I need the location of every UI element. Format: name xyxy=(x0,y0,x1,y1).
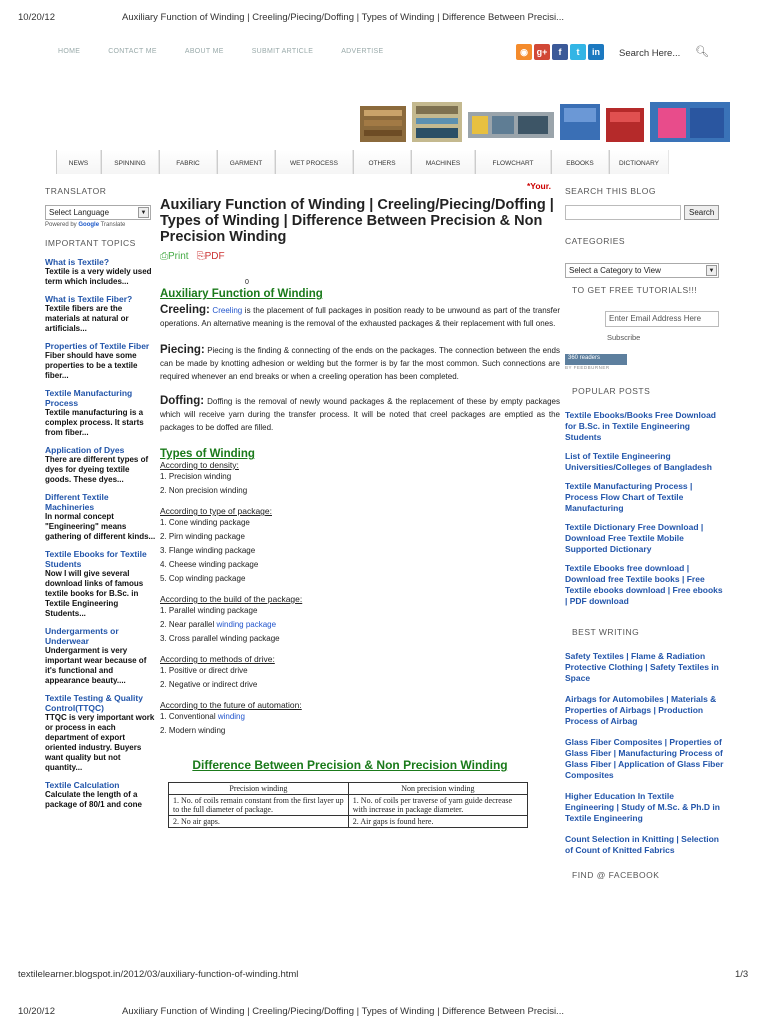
piecing-term: Piecing: xyxy=(160,344,205,356)
print-link[interactable]: ⎙Print xyxy=(160,251,189,262)
print-page-title: Auxiliary Function of Winding | Creeling/Piecing/Doffing | Types of Winding | Difference Between Precisi... xyxy=(122,12,564,23)
cat-fabric[interactable]: FABRIC xyxy=(159,150,217,174)
nav-home[interactable]: HOME xyxy=(58,48,81,55)
topic-summary: Textile fibers are the materials at natural or artificials... xyxy=(45,304,129,333)
automation-item: 2. Modern winding xyxy=(160,726,226,735)
nav-contact[interactable]: CONTACT ME xyxy=(108,48,157,55)
difference-heading: Difference Between Precision & Non Precision Winding xyxy=(192,758,508,772)
topic-item xyxy=(45,445,157,485)
topic-summary: Textile manufacturing is a complex process. It starts from fiber... xyxy=(45,408,144,437)
creeling-paragraph xyxy=(160,304,560,330)
topic-summary: There are different types of dyes for dyeing textile goods. These dyes... xyxy=(45,455,149,484)
table-cell: 2. No air gaps. xyxy=(169,816,349,828)
topic-item xyxy=(45,257,157,287)
blog-search-input[interactable] xyxy=(565,205,681,220)
nav-about[interactable]: ABOUT ME xyxy=(184,48,224,55)
nav-submit-article[interactable]: SUBMIT ARTICLE xyxy=(251,48,314,55)
next-print-date: 10/20/12 xyxy=(18,1006,55,1017)
topic-item xyxy=(45,549,157,619)
automation-item-text: 1. Conventional xyxy=(160,712,218,721)
topic-summary: Fiber should have some properties to be a textile fiber... xyxy=(45,351,138,380)
category-select-value: Select a Category to View xyxy=(569,266,661,275)
topic-item xyxy=(45,780,157,810)
topics-title: IMPORTANT TOPICS xyxy=(45,238,136,248)
topic-link[interactable]: What is Textile Fiber? xyxy=(45,294,133,304)
topic-link[interactable]: Undergarments or Underwear xyxy=(45,626,119,646)
build-label: According to the build of the package: xyxy=(160,594,303,604)
popular-post-link[interactable]: Textile Ebooks free download | Download free Textile books | Free Textile ebooks download | Free ebooks | PDF download xyxy=(565,563,723,606)
package-item: 4. Cheese winding package xyxy=(160,560,259,569)
topic-summary: TTQC is very important work or process in each department of export oriented industry. Buyers want quality but not quantity... xyxy=(45,713,155,772)
header-search-input[interactable]: Search Here... xyxy=(619,48,681,59)
subscribe-button[interactable]: Subscribe xyxy=(607,333,641,342)
pdf-label: PDF xyxy=(204,251,225,262)
topic-link[interactable]: Textile Testing & Quality Control(TTQC) xyxy=(45,693,143,713)
search-blog-title: SEARCH THIS BLOG xyxy=(565,186,656,196)
translate-link[interactable]: Translate xyxy=(100,222,126,228)
topic-item xyxy=(45,492,157,542)
next-print-title: Auxiliary Function of Winding | Creeling/Piecing/Doffing | Types of Winding | Difference Between Precisi... xyxy=(122,1006,564,1017)
best-writing-title: BEST WRITING xyxy=(572,627,640,637)
topics-list xyxy=(45,257,157,810)
topic-summary: In normal concept "Engineering" means gathering of different kinds... xyxy=(45,512,156,541)
category-select[interactable] xyxy=(565,263,719,278)
doffing-paragraph xyxy=(160,395,560,434)
topic-summary: Textile is a very widely used term which includes... xyxy=(45,267,152,286)
best-writing-link[interactable]: Higher Education In Textile Engineering | Study of M.Sc. & Ph.D in Textile Engineering xyxy=(565,791,720,823)
blog-search xyxy=(565,205,725,220)
topic-item xyxy=(45,294,157,334)
table-row xyxy=(169,816,528,828)
piecing-text: Piecing is the finding & connecting of the ends on the packages. The connection between the ends can be made by knotting adhesion or welding but the former is by far the most common. Such connections are required whenever an end breaks or when a creeling operation has been completed. xyxy=(160,346,560,381)
rss-icon[interactable]: ◉ xyxy=(516,44,532,60)
table-header: Non precision winding xyxy=(348,783,527,795)
density-item: 2. Non precision winding xyxy=(160,486,248,495)
topic-item xyxy=(45,693,157,773)
best-writing-link[interactable]: Airbags for Automobiles | Materials & Properties of Airbags | Production Process of Airbag xyxy=(565,694,717,726)
facebook-icon[interactable]: f xyxy=(552,44,568,60)
powered-by xyxy=(45,222,157,228)
powered-prefix: Powered by xyxy=(45,222,77,228)
footer-url: textilelearner.blogspot.in/2012/03/auxiliary-function-of-winding.html xyxy=(18,969,299,980)
creeling-term: Creeling: xyxy=(160,304,210,316)
package-item: 5. Cop winding package xyxy=(160,574,246,583)
share-count: 0 xyxy=(245,279,249,286)
automation-item xyxy=(160,710,560,724)
popular-post-link[interactable]: Textile Ebooks/Books Free Download for B.Sc. in Textile Engineering Students xyxy=(565,410,716,442)
package-label: According to type of package: xyxy=(160,506,272,516)
chevron-down-icon: ▼ xyxy=(138,207,149,218)
density-label: According to density: xyxy=(160,460,239,470)
search-icon[interactable]: 🔍︎ xyxy=(695,46,709,58)
banner-image xyxy=(360,98,732,144)
winding-link[interactable]: winding xyxy=(217,712,245,721)
language-select[interactable] xyxy=(45,205,151,220)
cat-garment[interactable]: GARMENT xyxy=(217,150,275,174)
drive-label: According to methods of drive: xyxy=(160,654,275,664)
cat-machines[interactable]: MACHINES xyxy=(411,150,475,174)
drive-item: 2. Negative or indirect drive xyxy=(160,680,258,689)
best-writing-list xyxy=(565,651,725,856)
cat-others[interactable]: OTHERS xyxy=(353,150,411,174)
tutorials-title: TO GET FREE TUTORIALS!!! xyxy=(572,285,698,295)
cat-wet-process[interactable]: WET PROCESS xyxy=(275,150,353,174)
email-field[interactable]: Enter Email Address Here xyxy=(605,311,719,327)
topic-item xyxy=(45,341,157,381)
popular-post-link[interactable]: Textile Dictionary Free Download | Download Free Textile Mobile Supported Dictionary xyxy=(565,522,704,554)
right-sidebar xyxy=(565,186,725,880)
doffing-term: Doffing: xyxy=(160,395,205,407)
build-item xyxy=(160,618,560,632)
topic-item xyxy=(45,388,157,438)
popular-list xyxy=(565,410,725,607)
topic-link[interactable]: Different Textile Machineries xyxy=(45,492,109,512)
package-item: 3. Flange winding package xyxy=(160,546,256,555)
table-header-row xyxy=(169,783,528,795)
automation-label: According to the future of automation: xyxy=(160,700,302,710)
table-cell: 1. No. of coils remain constant from the first layer up to the full diameter of package. xyxy=(169,795,349,816)
cat-news[interactable]: NEWS xyxy=(56,150,101,174)
table-cell: 1. No. of coils per traverse of yarn guide decrease with increase in package diameter. xyxy=(348,795,527,816)
cat-ebooks[interactable]: EBOOKS xyxy=(551,150,609,174)
post-body xyxy=(160,185,560,828)
cat-dictionary[interactable]: DICTIONARY xyxy=(609,150,669,174)
doffing-text: Doffing is the removal of newly wound packages & the replacement of these by empty packages which will receive yarn during the transfer process. It will be noted that creel packages are emptied as the packages to be doffed are filled. xyxy=(160,397,560,432)
build-item-text: 2. Near parallel xyxy=(160,620,217,629)
categories-title: CATEGORIES xyxy=(565,236,626,246)
best-writing-link[interactable]: Count Selection in Knitting | Selection of Count of Knitted Fabrics xyxy=(565,834,719,855)
pdf-link[interactable]: ⎘PDF xyxy=(196,251,225,262)
topic-link[interactable]: Application of Dyes xyxy=(45,445,125,455)
aux-heading: Auxiliary Function of Winding xyxy=(160,288,323,300)
piecing-paragraph xyxy=(160,344,560,383)
print-pdf-bar xyxy=(160,251,560,262)
package-item: 1. Cone winding package xyxy=(160,518,250,527)
density-item: 1. Precision winding xyxy=(160,472,232,481)
winding-package-link[interactable]: winding package xyxy=(216,620,277,629)
package-item: 2. Pirn winding package xyxy=(160,532,245,541)
your-label: *Your. xyxy=(527,181,551,191)
topic-link[interactable]: Textile Calculation xyxy=(45,780,120,790)
language-select-value: Select Language xyxy=(49,208,110,217)
topic-link[interactable]: What is Textile? xyxy=(45,257,110,267)
page-number: 1/3 xyxy=(735,969,749,980)
best-writing-link[interactable]: Safety Textiles | Flame & Radiation Protective Clothing | Safety Textiles in Space xyxy=(565,651,719,683)
topic-summary: Now I will give several download links of famous textile books for B.Sc. in Textile Engineering Students... xyxy=(45,569,144,618)
cat-spinning[interactable]: SPINNING xyxy=(101,150,159,174)
table-cell: 2. Air gaps is found here. xyxy=(348,816,527,828)
comparison-table xyxy=(168,782,528,828)
twitter-icon[interactable]: t xyxy=(570,44,586,60)
linkedin-icon[interactable]: in xyxy=(588,44,604,60)
topic-link[interactable]: Textile Manufacturing Process xyxy=(45,388,133,408)
chevron-down-icon: ▼ xyxy=(706,265,717,276)
translator-title: TRANSLATOR xyxy=(45,186,107,196)
topic-link[interactable]: Properties of Textile Fiber xyxy=(45,341,150,351)
best-writing-link[interactable]: Glass Fiber Composites | Properties of Glass Fiber | Manufacturing Process of Glass Fiber | Application of Glass Fiber Composites xyxy=(565,737,724,780)
search-button[interactable]: Search xyxy=(684,205,719,220)
google-plus-icon[interactable]: g+ xyxy=(534,44,550,60)
facebook-title: FIND @ FACEBOOK xyxy=(572,870,660,880)
social-icons xyxy=(516,44,604,60)
topic-link[interactable]: Textile Ebooks for Textile Students xyxy=(45,549,147,569)
topic-summary: Undergarment is very important wear because of it's functional and appearance beauty.... xyxy=(45,646,147,685)
nav-advertise[interactable]: ADVERTISE xyxy=(341,48,384,55)
print-date: 10/20/12 xyxy=(18,12,55,23)
feedburner-label: BY FEEDBURNER xyxy=(565,365,610,370)
print-label: Print xyxy=(168,251,189,262)
top-nav xyxy=(58,48,411,55)
build-item: 1. Parallel winding package xyxy=(160,606,258,615)
google-logo: Google xyxy=(78,222,100,228)
popular-post-link[interactable]: Textile Manufacturing Process | Process Flow Chart of Textile Manufacturing xyxy=(565,481,693,513)
drive-item: 1. Positive or direct drive xyxy=(160,666,248,675)
category-nav xyxy=(56,150,726,174)
post-title: Auxiliary Function of Winding | Creeling/Piecing/Doffing | Types of Winding | Difference Between Precision & Non Precision Winding xyxy=(160,197,554,245)
popular-post-link[interactable]: List of Textile Engineering Universities/Colleges of Bangladesh xyxy=(565,451,712,472)
popular-title: POPULAR POSTS xyxy=(572,386,651,396)
creeling-link[interactable]: Creeling xyxy=(212,306,243,315)
creeling-text: is the placement of full packages in position ready to be unwound as part of the transfer operations. An alternative meaning is the removal of the exhausted packages & their replacement with full ones. xyxy=(160,306,560,328)
topic-summary: Calculate the length of a package of 80/1 and cone xyxy=(45,790,142,809)
types-heading: Types of Winding xyxy=(160,448,255,460)
topic-item xyxy=(45,626,157,686)
build-item: 3. Cross parallel winding package xyxy=(160,634,280,643)
table-header: Precision winding xyxy=(169,783,349,795)
readers-badge[interactable]: 360 readers xyxy=(565,354,627,365)
table-row xyxy=(169,795,528,816)
cat-flowchart[interactable]: FLOWCHART xyxy=(475,150,551,174)
left-sidebar xyxy=(45,186,157,810)
